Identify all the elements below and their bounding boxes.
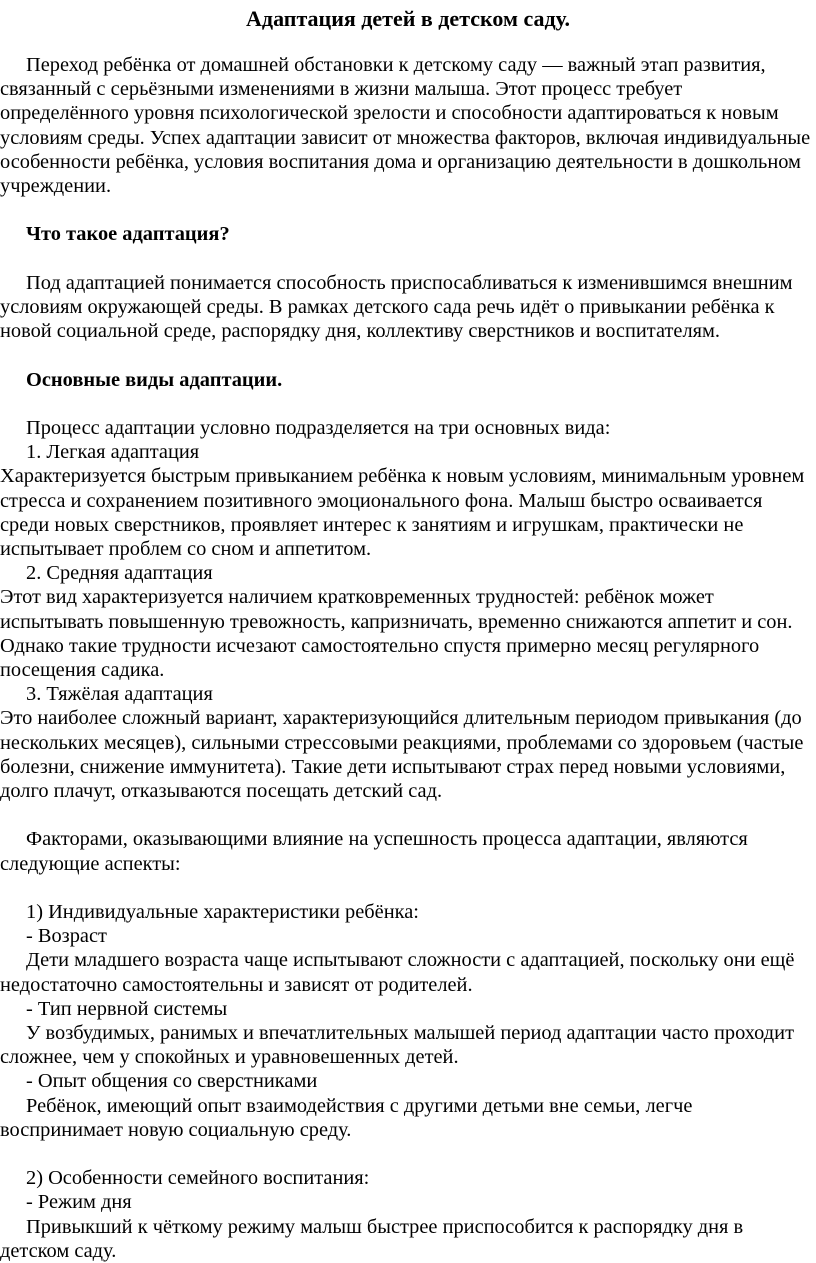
- factor-label: - Возраст: [26, 925, 107, 948]
- factor-description: У возбудимых, ранимых и впечатлительных малышей период адаптации часто проходит сложнее, чем у спокойных и уравновешенных детей.: [0, 1022, 794, 1069]
- spacer: [0, 1142, 816, 1166]
- factor-group-heading: 1) Индивидуальные характеристики ребёнка:: [26, 901, 419, 924]
- document-title: Адаптация детей в детском саду.: [246, 6, 570, 31]
- factor-label: - Режим дня: [26, 1191, 132, 1214]
- factor-description: Дети младшего возраста чаще испытывают сложности с адаптацией, поскольку они ещё недостаточно самостоятельны и зависят от родителей.: [0, 949, 795, 996]
- spacer: [0, 392, 816, 416]
- factor-description: Привыкший к чёткому режиму малыш быстрее приспособится к распорядку дня в детском саду.: [0, 1215, 744, 1262]
- intro-paragraph: Переход ребёнка от домашней обстановки к детскому саду — важный этап развития, связанный с серьёзными изменениями в жизни малыша. Этот процесс требует определённого уровня психологической зрелости и способности адаптироваться к новым условиям среды. Успех адаптации зависит от множества факторов, включая индивидуальные особенности ребёнка, условия воспитания дома и организацию деятельности в дошкольном учреждении.: [0, 54, 811, 198]
- spacer: [0, 247, 816, 271]
- spacer: [0, 343, 816, 367]
- spacer: [0, 198, 816, 222]
- factor-group-heading: 2) Особенности семейного воспитания:: [26, 1167, 370, 1190]
- factor-description: Ребёнок, имеющий опыт взаимодействия с другими детьми вне семьи, легче воспринимает новую социальную среду.: [0, 1094, 693, 1141]
- type-description: Характеризуется быстрым привыканием ребёнка к новым условиям, минимальным уровнем стресса и сохранением позитивного эмоционального фона. Малыш быстро осваивается среди новых сверстников, проявляет интерес к занятиям и игрушкам, практически не испытывает проблем со сном и аппетитом.: [0, 465, 805, 560]
- factor-label: - Тип нервной системы: [26, 997, 228, 1020]
- spacer: [0, 876, 816, 900]
- spacer: [0, 32, 816, 53]
- section-heading-types: Основные виды адаптации.: [26, 368, 283, 391]
- type-description: Это наиболее сложный вариант, характеризующийся длительным периодом привыкания (до нескольких месяцев), сильными стрессовыми реакциями, проблемами со здоровьем (частые болезни, снижение иммунитета). Такие дети испытывают страх перед новыми условиями, долго плачут, отказываются посещать детский сад.: [0, 707, 804, 803]
- type-label: 2. Средняя адаптация: [26, 562, 213, 585]
- type-description: Этот вид характеризуется наличием кратковременных трудностей: ребёнок может испытывать повышенную тревожность, капризничать, временно снижаются аппетит и сон. Однако такие трудности исчезают самостоятельно спустя примерно месяц регулярного посещения садика.: [0, 586, 793, 682]
- factors-lead: Факторами, оказывающими влияние на успешность процесса адаптации, являются следующие аспекты:: [0, 828, 748, 875]
- type-label: 3. Тяжёлая адаптация: [26, 683, 213, 706]
- factor-label: - Опыт общения со сверстниками: [26, 1070, 318, 1093]
- type-label: 1. Легкая адаптация: [26, 441, 200, 464]
- section-heading-adaptation: Что такое адаптация?: [26, 223, 230, 246]
- spacer: [0, 803, 816, 827]
- types-lead: Процесс адаптации условно подразделяется на три основных вида:: [26, 416, 611, 439]
- adaptation-definition: Под адаптацией понимается способность приспосабливаться к изменившимся внешним условиям окружающей среды. В рамках детского сада речь идёт о привыкании ребёнка к новой социальной среде, распорядку дня, коллективу сверстников и воспитателям.: [0, 271, 793, 343]
